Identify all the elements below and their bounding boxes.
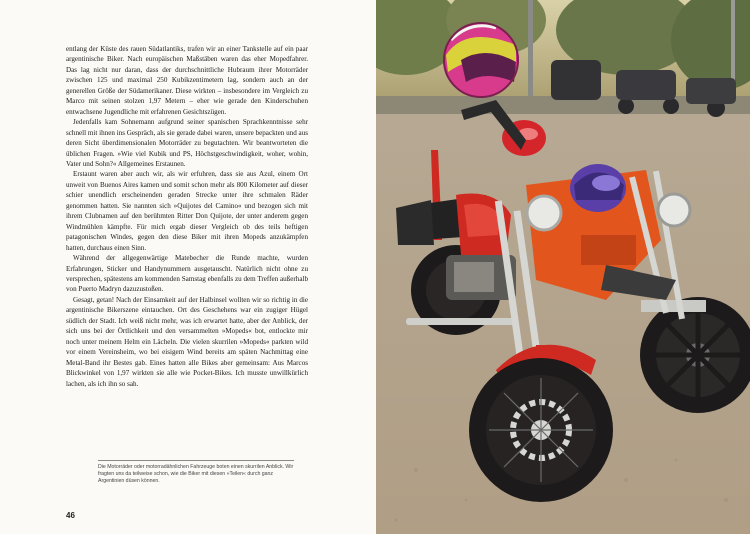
helmet-purple (570, 164, 626, 212)
page-number: 46 (66, 511, 75, 520)
photo-caption: Die Motorräder oder motorradähnlichen Fahrzeuge boten einen skurrilen Anblick. Wir fragten uns da teilweise schon, wie die Biker mit diesen »Teilen« durch ganz Argentinien düsen können. (98, 464, 294, 484)
helmet-pink (443, 23, 519, 97)
paragraph-3: Erstaunt waren aber auch wir, als wir erfuhren, dass sie aus Azul, einem Ort unweit von Buenos Aires kamen und somit schon mehr als 800 Kilometer auf dieser schier unendlich erscheinenden geraden Strecke unter ihre schmalen Räder genommen hatten. Sie nannten sich »Quijotes del Camino« und bezogen sich mit ihrem Clubnamen auf den berühmten Ritter Don Quijote, der unter anderem gegen Windmühlen kämpfte. Für mich ergab dieser Vergleich ob des teils heftigen patagonischen Windes, gegen den diese Biker mit ihren Mopeds anzukämpfen hatten, durchaus einen Sinn. (66, 170, 308, 252)
motorcycle-photo (376, 0, 750, 534)
caption-divider (98, 460, 294, 461)
photo-illustration (376, 0, 750, 534)
paragraph-1: entlang der Küste des rauen Südatlantiks, trafen wir an einer Tankstelle auf ein paar argentinische Biker. Nach europäischen Maßstäben waren das eher Mopedfahrer. Das lag nicht nur daran, dass der durchschnittliche Hubraum ihrer Motorräder zwischen 125 und maximal 250 Kubikzentimetern lag, sondern auch an der generellen Größe der Südamerikaner. Diese wirkten – insbesondere im Vergleich zu Marco mit seinen stolzen 1,97 Metern – eher wie gerade den Kinderschuhen entwachsene Jugendliche mit erfahrenen Gesichtszügen. (66, 45, 308, 116)
body-text (66, 44, 308, 389)
paragraph-4: Während der allgegenwärtige Matebecher die Runde machte, wurden Erfahrungen, Sticker und Handynummern ausgetauscht. Natürlich nicht ohne zu versprechen, spätestens am kommenden Samstag ebenfalls zu dem Treffen außerhalb von Puerto Madryn dazuzustoßen. (66, 254, 308, 294)
paragraph-5: Gesagt, getan! Nach der Einsamkeit auf der Halbinsel wollten wir so richtig in die argentinische Bikerszene eintauchen. Ort des Geschehens war ein zugiger Hügel südlich der Stadt. Ich weiß nicht mehr, was ich erwartet hatte, aber der Anblick, der sich uns bei der Örtlichkeit und den versammelten »Mopeds« bot, entlockte mir noch unter meinem Helm ein Lächeln. Die vielen skurrilen »Mopeds« parkten wild vor einem Vereinsheim, wo bei eisigem Wind bereits am späten Nachmittag eine Metal-Band ihr Bestes gab. Eines hatten alle Bikes aber gemeinsam: Aus Marcos Blickwinkel von 1,97 wirkten sie alle wie Pocket-Bikes. Ich musste unwillkürlich lachen, als ich ihn so sah. (66, 295, 308, 388)
paragraph-2: Jedenfalls kam Sohnemann aufgrund seiner spanischen Sprachkenntnisse sehr schnell mit ihnen ins Gespräch, als sie gerade dabei waren, unsere bepackten und aus deren Sicht überdimensionalen Motorräder zu begutachten. Wir beantworteten die üblichen Fragen. »Wie viel Kubik und PS, Höchstgeschwindigkeit, woher, wohin, Vater und Sohn?« Allgemeines Erstaunen. (66, 118, 308, 168)
